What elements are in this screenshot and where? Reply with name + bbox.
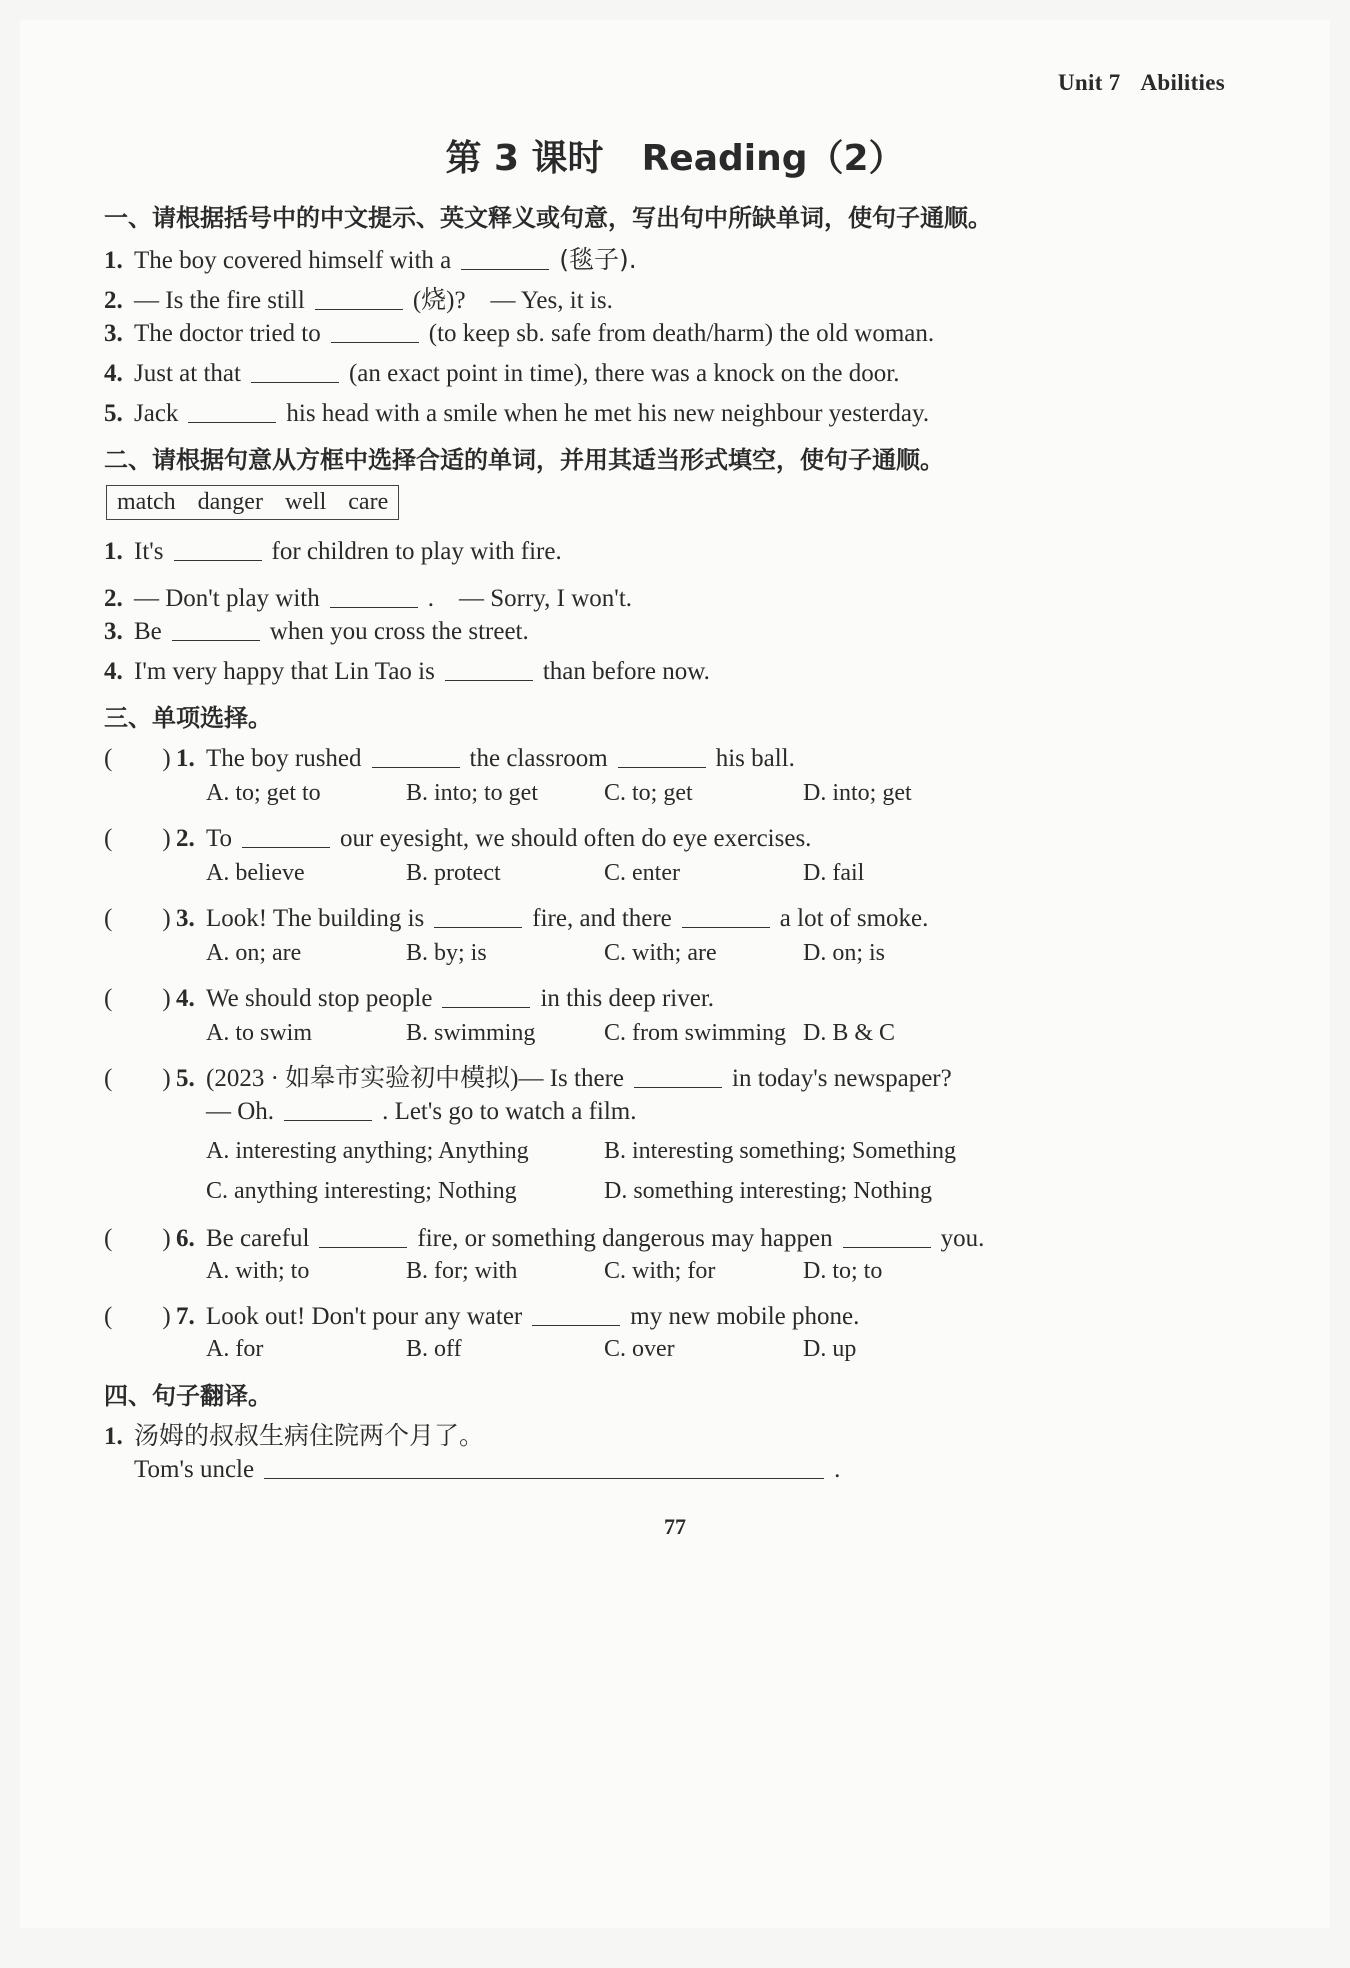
option-a[interactable]: A. believe bbox=[206, 860, 305, 886]
s2-item-4 bbox=[104, 658, 710, 686]
running-header bbox=[1058, 70, 1225, 96]
item-number: 1. bbox=[104, 538, 123, 565]
answer-prompt: Tom's uncle bbox=[134, 1456, 255, 1483]
option-b[interactable]: B. protect bbox=[406, 860, 501, 886]
s2-item-1 bbox=[104, 538, 562, 566]
answer-blank[interactable] bbox=[461, 249, 549, 270]
item-text: Just at that bbox=[134, 360, 241, 387]
item-text: Be careful bbox=[206, 1225, 310, 1252]
option-a[interactable]: A. to swim bbox=[206, 1020, 313, 1046]
item-number: 3. bbox=[104, 320, 123, 347]
item-text: his head with a smile when he met his new neighbour yesterday. bbox=[286, 400, 930, 427]
item-text: fire, and there bbox=[532, 905, 672, 932]
item-number: 2. bbox=[176, 825, 195, 852]
s2-item-2 bbox=[104, 578, 632, 614]
option-d[interactable]: D. B & C bbox=[803, 1020, 896, 1046]
item-text: his ball. bbox=[715, 745, 795, 772]
option-c[interactable]: C. with; for bbox=[604, 1258, 716, 1284]
item-text: The boy covered himself with a bbox=[134, 247, 452, 274]
item-text: fire, or something dangerous may happen bbox=[417, 1225, 833, 1252]
answer-blank bbox=[434, 907, 522, 928]
item-text: (毯子). bbox=[559, 245, 637, 274]
answer-blank bbox=[682, 907, 770, 928]
option-a[interactable]: A. for bbox=[206, 1336, 264, 1362]
answer-line[interactable] bbox=[264, 1458, 824, 1479]
item-number: 4. bbox=[176, 985, 195, 1012]
item-text: the classroom bbox=[469, 745, 608, 772]
option-c[interactable]: C. enter bbox=[604, 860, 680, 886]
answer-blank[interactable] bbox=[331, 322, 419, 343]
item-text: than before now. bbox=[542, 658, 710, 685]
answer-blank bbox=[532, 1305, 620, 1326]
s3-question-6 bbox=[104, 1218, 984, 1254]
word-box-item: danger bbox=[197, 489, 263, 515]
item-text: in this deep river. bbox=[540, 985, 715, 1012]
option-c[interactable]: C. to; get bbox=[604, 780, 693, 806]
option-b[interactable]: B. for; with bbox=[406, 1258, 518, 1284]
s3-question-3 bbox=[104, 898, 928, 934]
item-text: for children to play with fire. bbox=[271, 538, 562, 565]
section-1-heading: 一、请根据括号中的中文提示、英文释义或句意，写出句中所缺单词，使句子通顺。 bbox=[104, 204, 992, 232]
s3-question-4 bbox=[104, 978, 714, 1014]
option-a[interactable]: A. with; to bbox=[206, 1258, 310, 1284]
option-c[interactable]: C. with; are bbox=[604, 940, 717, 966]
answer-parentheses[interactable]: ( ) bbox=[104, 985, 171, 1012]
answer-blank bbox=[843, 1227, 931, 1248]
item-text: The doctor tried to bbox=[134, 320, 321, 347]
item-text: Jack bbox=[134, 400, 179, 427]
option-a[interactable]: A. interesting anything; Anything bbox=[206, 1138, 529, 1164]
item-number: 4. bbox=[104, 360, 123, 387]
s4-item-1-answer bbox=[134, 1456, 840, 1484]
option-c[interactable]: C. over bbox=[604, 1336, 675, 1362]
answer-blank bbox=[442, 987, 530, 1008]
s3-question-2 bbox=[104, 818, 811, 854]
option-d[interactable]: D. fail bbox=[803, 860, 865, 886]
item-text: It's bbox=[134, 538, 164, 565]
item-text: (an exact point in time), there was a knock on the door. bbox=[348, 360, 900, 387]
word-box-item: match bbox=[117, 489, 176, 515]
answer-parentheses[interactable]: ( ) bbox=[104, 1065, 171, 1092]
option-c[interactable]: C. anything interesting; Nothing bbox=[206, 1178, 517, 1204]
answer-blank bbox=[284, 1100, 372, 1121]
item-number: 1. bbox=[176, 745, 195, 772]
item-text: — Oh. bbox=[206, 1098, 275, 1125]
item-number: 3. bbox=[104, 618, 123, 645]
option-a[interactable]: A. on; are bbox=[206, 940, 302, 966]
answer-blank[interactable] bbox=[172, 620, 260, 641]
option-d[interactable]: D. up bbox=[803, 1336, 857, 1362]
lesson-name: Reading（2） bbox=[641, 138, 905, 179]
item-text: my new mobile phone. bbox=[630, 1303, 860, 1330]
workbook-page bbox=[20, 20, 1330, 1928]
answer-blank[interactable] bbox=[445, 660, 533, 681]
section-2-heading: 二、请根据句意从方框中选择合适的单词，并用其适当形式填空，使句子通顺。 bbox=[104, 446, 944, 474]
answer-blank bbox=[634, 1067, 722, 1088]
item-number: 7. bbox=[176, 1303, 195, 1330]
item-text: I'm very happy that Lin Tao is bbox=[134, 658, 435, 685]
answer-blank bbox=[372, 747, 460, 768]
item-text: . — Sorry, I won't. bbox=[427, 585, 633, 612]
page-number: 77 bbox=[664, 1514, 686, 1539]
s3-question-5 bbox=[104, 1058, 952, 1094]
lesson-label: 第 3 课时 bbox=[445, 138, 604, 179]
chinese-sentence: 汤姆的叔叔生病住院两个月了。 bbox=[134, 1421, 485, 1450]
s1-item-3 bbox=[104, 320, 934, 348]
page-title bbox=[20, 130, 1330, 181]
s3-question-7 bbox=[104, 1296, 859, 1332]
answer-parentheses[interactable]: ( ) bbox=[104, 825, 171, 852]
option-b[interactable]: B. by; is bbox=[406, 940, 487, 966]
item-number: 5. bbox=[176, 1065, 195, 1092]
section-3-heading: 三、单项选择。 bbox=[104, 704, 272, 732]
unit-label: Unit 7 bbox=[1058, 70, 1121, 95]
option-d[interactable]: D. on; is bbox=[803, 940, 886, 966]
answer-blank[interactable] bbox=[315, 289, 403, 310]
s3-question-5-line-2 bbox=[206, 1098, 637, 1126]
answer-blank[interactable] bbox=[174, 540, 262, 561]
option-d[interactable]: D. to; to bbox=[803, 1258, 883, 1284]
item-text: Look! The building is bbox=[206, 905, 425, 932]
s1-item-4 bbox=[104, 360, 899, 388]
item-text: Be bbox=[134, 618, 162, 645]
item-text: (烧)? — Yes, it is. bbox=[412, 287, 613, 314]
answer-parentheses[interactable]: ( ) bbox=[104, 905, 171, 932]
word-box-item: well bbox=[284, 489, 327, 515]
s4-item-1 bbox=[104, 1416, 484, 1452]
option-b[interactable]: B. into; to get bbox=[406, 780, 538, 806]
item-number: 2. bbox=[104, 287, 123, 314]
s1-item-2 bbox=[104, 280, 613, 316]
option-d[interactable]: D. something interesting; Nothing bbox=[604, 1178, 932, 1204]
item-text: a lot of smoke. bbox=[779, 905, 929, 932]
answer-blank bbox=[618, 747, 706, 768]
item-text: The boy rushed bbox=[206, 745, 362, 772]
answer-blank bbox=[242, 827, 330, 848]
option-d[interactable]: D. into; get bbox=[803, 780, 912, 806]
answer-blank[interactable] bbox=[330, 587, 418, 608]
word-box-item: care bbox=[348, 489, 389, 515]
item-number: 2. bbox=[104, 585, 123, 612]
item-number: 3. bbox=[176, 905, 195, 932]
item-text: . Let's go to watch a film. bbox=[382, 1098, 637, 1125]
option-c[interactable]: C. from swimming bbox=[604, 1020, 787, 1046]
item-text: — Don't play with bbox=[134, 585, 320, 612]
section-4-heading: 四、句子翻译。 bbox=[104, 1382, 272, 1410]
word-box bbox=[106, 485, 399, 520]
answer-end: . bbox=[834, 1456, 841, 1483]
item-text: — Is the fire still bbox=[134, 287, 305, 314]
answer-blank[interactable] bbox=[251, 362, 339, 383]
answer-parentheses[interactable]: ( ) bbox=[104, 1225, 171, 1252]
option-b[interactable]: B. interesting something; Something bbox=[604, 1138, 956, 1164]
answer-parentheses[interactable]: ( ) bbox=[104, 1303, 171, 1330]
item-text: in today's newspaper? bbox=[732, 1065, 952, 1092]
option-b[interactable]: B. off bbox=[406, 1336, 462, 1362]
item-text: our eyesight, we should often do eye exercises. bbox=[340, 825, 812, 852]
item-number: 1. bbox=[104, 1423, 123, 1450]
item-text: you. bbox=[940, 1225, 985, 1252]
item-number: 4. bbox=[104, 658, 123, 685]
item-text: (to keep sb. safe from death/harm) the old woman. bbox=[428, 320, 935, 347]
item-text: To bbox=[206, 825, 233, 852]
answer-blank[interactable] bbox=[188, 402, 276, 423]
item-text: Look out! Don't pour any water bbox=[206, 1303, 523, 1330]
option-a[interactable]: A. to; get to bbox=[206, 780, 321, 806]
item-number: 1. bbox=[104, 247, 123, 274]
item-number: 5. bbox=[104, 400, 123, 427]
answer-parentheses[interactable]: ( ) bbox=[104, 745, 171, 772]
unit-topic: Abilities bbox=[1140, 70, 1225, 95]
s1-item-5 bbox=[104, 400, 929, 428]
option-b[interactable]: B. swimming bbox=[406, 1020, 536, 1046]
s1-item-1 bbox=[104, 240, 637, 276]
answer-blank bbox=[319, 1227, 407, 1248]
item-text: We should stop people bbox=[206, 985, 433, 1012]
item-text: (2023 · 如皋市实验初中模拟)— Is there bbox=[206, 1065, 624, 1092]
s2-item-3 bbox=[104, 618, 529, 646]
item-text: when you cross the street. bbox=[269, 618, 529, 645]
s3-question-1 bbox=[104, 738, 795, 774]
item-number: 6. bbox=[176, 1225, 195, 1252]
